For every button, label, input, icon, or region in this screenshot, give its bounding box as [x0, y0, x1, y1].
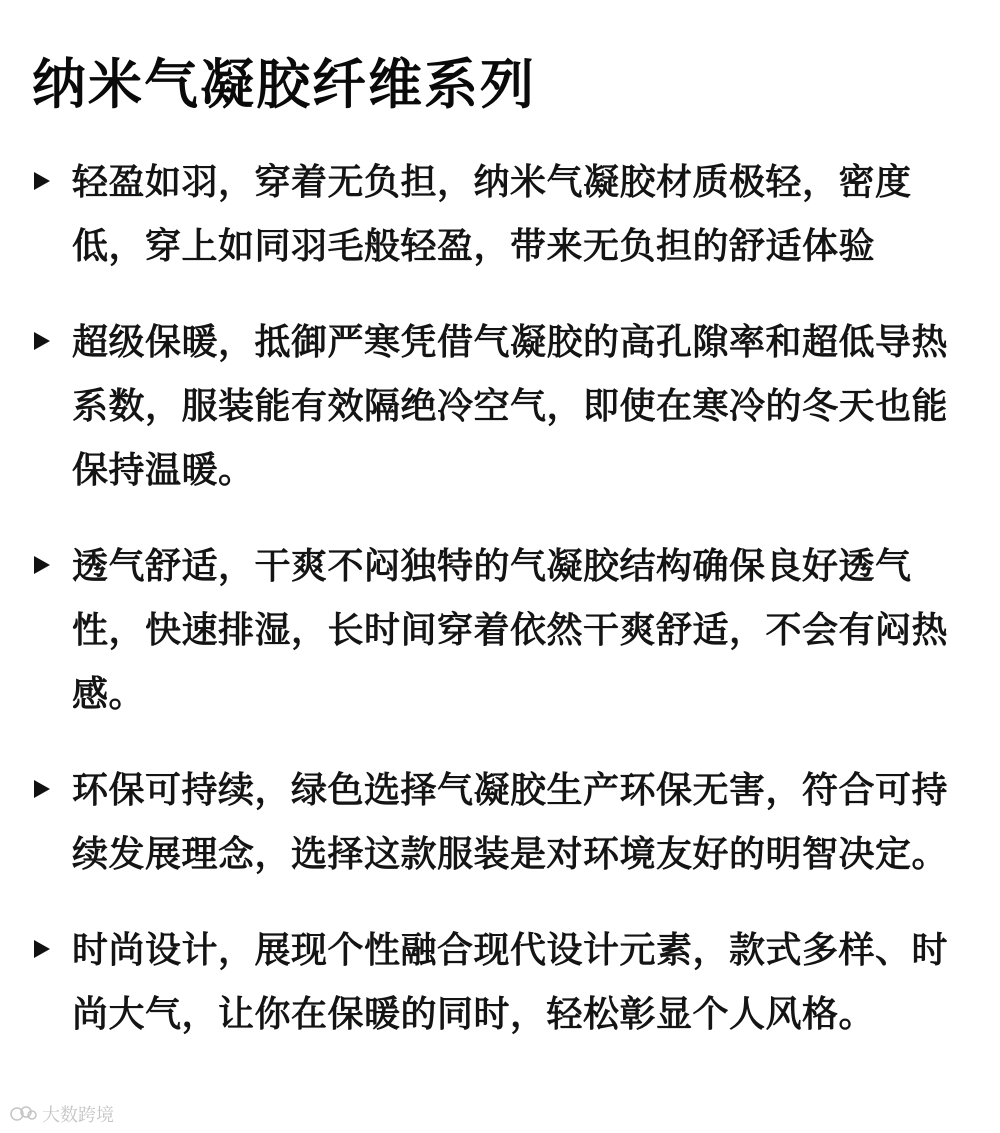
list-item-text: 轻盈如羽，穿着无负担，纳米气凝胶材质极轻，密度低，穿上如同羽毛般轻盈，带来无负担的舒适体验 [72, 161, 912, 267]
list-item [34, 310, 964, 502]
list-item [34, 758, 964, 886]
triangle-bullet-icon [34, 940, 50, 958]
list-item-text: 超级保暖，抵御严寒凭借气凝胶的高孔隙率和超低导热系数，服装能有效隔绝冷空气，即使在寒冷的冬天也能保持温暖。 [72, 321, 949, 491]
triangle-bullet-icon [34, 556, 50, 574]
list-item [34, 150, 964, 278]
list-item [34, 918, 964, 1046]
triangle-bullet-icon [34, 780, 50, 798]
cloud-logo-icon [8, 1105, 38, 1123]
triangle-bullet-icon [34, 172, 50, 190]
feature-list [34, 150, 964, 1078]
list-item-text: 透气舒适，干爽不闷独特的气凝胶结构确保良好透气性，快速排湿，长时间穿着依然干爽舒适，不会有闷热感。 [72, 545, 949, 715]
list-item-text: 环保可持续，绿色选择气凝胶生产环保无害，符合可持续发展理念，选择这款服装是对环境友好的明智决定。 [72, 769, 949, 875]
list-item-text: 时尚设计，展现个性融合现代设计元素，款式多样、时尚大气，让你在保暖的同时，轻松彰显个人风格。 [72, 929, 949, 1035]
list-item [34, 534, 964, 726]
watermark [8, 1101, 114, 1127]
page-title: 纳米气凝胶纤维系列 [32, 53, 536, 116]
watermark-text: 大数跨境 [42, 1105, 114, 1126]
triangle-bullet-icon [34, 332, 50, 350]
